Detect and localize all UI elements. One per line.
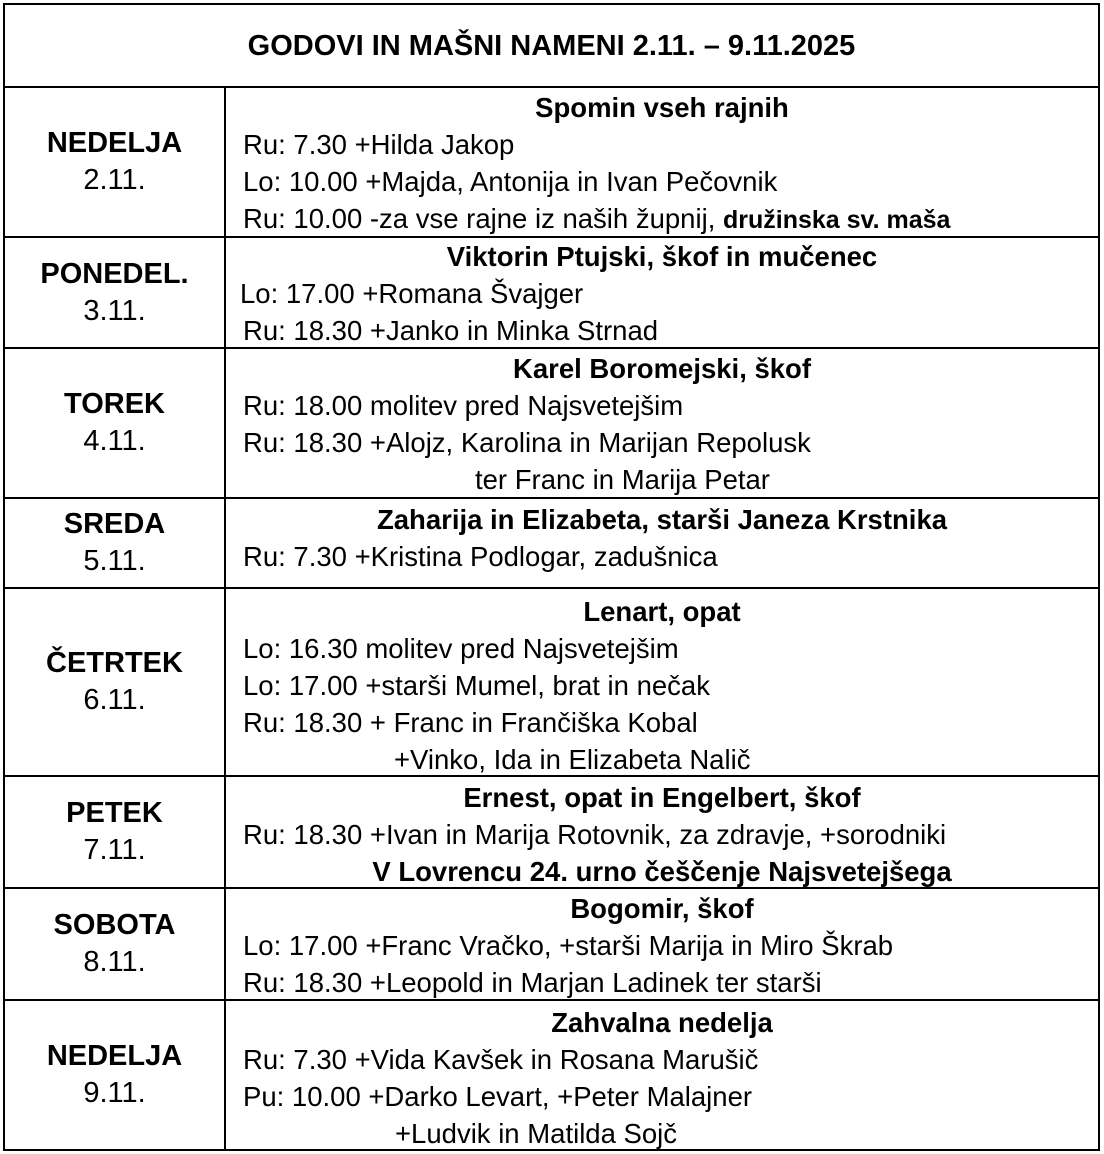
intentions-cell [226, 88, 1098, 236]
day-row-ponedeljek-3-11 [5, 238, 1098, 349]
day-name: NEDELJA [46, 1040, 183, 1072]
day-name: SOBOTA [53, 909, 176, 941]
day-date: 8.11. [83, 946, 146, 978]
mass-intention: Ru: 7.30 +Vida Kavšek in Rosana Marušič [243, 1044, 759, 1075]
intentions-cell [226, 589, 1098, 775]
feast-title: Bogomir, škof [570, 893, 754, 924]
mass-intention: Ru: 18.30 +Leopold in Marjan Ladinek ter starši [243, 967, 822, 998]
day-date: 2.11. [83, 164, 146, 196]
mass-intention: Lo: 17.00 +Romana Švajger [240, 278, 584, 309]
mass-intention: Ru: 7.30 +Kristina Podlogar, zadušnica [243, 541, 718, 572]
day-date: 6.11. [83, 684, 146, 716]
intentions-cell [226, 499, 1098, 587]
mass-intention: Ru: 18.30 +Alojz, Karolina in Marijan Repolusk [243, 427, 811, 458]
intentions-cell [226, 1001, 1098, 1149]
day-cell [5, 349, 226, 497]
intentions-cell [226, 349, 1098, 497]
page-title: GODOVI IN MAŠNI NAMENI 2.11. – 9.11.2025 [247, 30, 856, 62]
feast-title: Spomin vseh rajnih [535, 92, 789, 123]
day-cell [5, 589, 226, 775]
day-cell [5, 238, 226, 347]
mass-intention: Ru: 18.30 +Janko in Minka Strnad [243, 315, 659, 346]
schedule-table [3, 3, 1100, 1151]
day-date: 9.11. [83, 1077, 146, 1109]
day-row-torek-4-11 [5, 349, 1098, 499]
day-name: TOREK [64, 388, 165, 420]
feast-title: Lenart, opat [583, 596, 741, 627]
mass-intention: Ru: 18.30 + Franc in Frančiška Kobal [243, 707, 698, 738]
day-cell [5, 499, 226, 587]
mass-intention: Lo: 17.00 +starši Mumel, brat in nečak [243, 670, 710, 701]
feast-title: Karel Boromejski, škof [512, 353, 812, 384]
day-cell [5, 889, 226, 999]
mass-intention: Pu: 10.00 +Darko Levart, +Peter Malajner [243, 1081, 753, 1112]
day-name: PETEK [66, 797, 163, 829]
mass-intention-continuation: +Ludvik in Matilda Sojč [395, 1118, 678, 1149]
day-cell [5, 88, 226, 236]
mass-intention: Lo: 10.00 +Majda, Antonija in Ivan Pečovnik [243, 166, 778, 197]
day-row-nedelja-2-11 [5, 88, 1098, 238]
mass-intention-continuation: ter Franc in Marija Petar [475, 464, 770, 495]
day-name: SREDA [63, 508, 166, 540]
title-row [5, 5, 1098, 88]
intentions-cell [226, 889, 1098, 999]
day-row-cetrtek-6-11 [5, 589, 1098, 777]
day-row-nedelja-9-11 [5, 1001, 1098, 1149]
day-date: 4.11. [83, 425, 146, 457]
day-row-sobota-8-11 [5, 889, 1098, 1001]
mass-intention: Ru: 18.00 molitev pred Najsvetejšim [243, 390, 684, 421]
intentions-cell [226, 777, 1098, 887]
feast-title: Ernest, opat in Engelbert, škof [463, 782, 861, 813]
intentions-cell [226, 238, 1098, 347]
day-cell [5, 1001, 226, 1149]
day-row-petek-7-11 [5, 777, 1098, 889]
day-date: 5.11. [83, 545, 146, 577]
day-date: 7.11. [83, 834, 146, 866]
day-date: 3.11. [83, 294, 146, 327]
mass-intention [243, 200, 950, 239]
mass-intention: Ru: 7.30 +Hilda Jakop [243, 129, 515, 160]
family-mass-note: družinska sv. maša [722, 206, 951, 234]
mass-intention: Ru: 18.30 +Ivan in Marija Rotovnik, za zdravje, +sorodniki [243, 819, 947, 850]
adoration-announcement: V Lovrencu 24. urno češčenje Najsvetejšega [372, 856, 952, 887]
feast-title: Zaharija in Elizabeta, starši Janeza Krstnika [376, 504, 948, 535]
feast-title: Zahvalna nedelja [551, 1007, 773, 1038]
feast-title: Viktorin Ptujski, škof in mučenec [446, 241, 878, 272]
day-cell [5, 777, 226, 887]
day-row-sreda-5-11 [5, 499, 1098, 589]
day-name: NEDELJA [46, 127, 183, 159]
mass-intention-continuation: +Vinko, Ida in Elizabeta Nalič [394, 744, 751, 775]
mass-intention: Lo: 17.00 +Franc Vračko, +starši Marija in Miro Škrab [243, 930, 894, 961]
day-name: ČETRTEK [46, 647, 183, 679]
mass-intention: Lo: 16.30 molitev pred Najsvetejšim [243, 633, 679, 664]
mass-intention-text: Ru: 10.00 -za vse rajne iz naših župnij, [243, 203, 723, 234]
day-name: PONEDEL. [40, 257, 189, 290]
